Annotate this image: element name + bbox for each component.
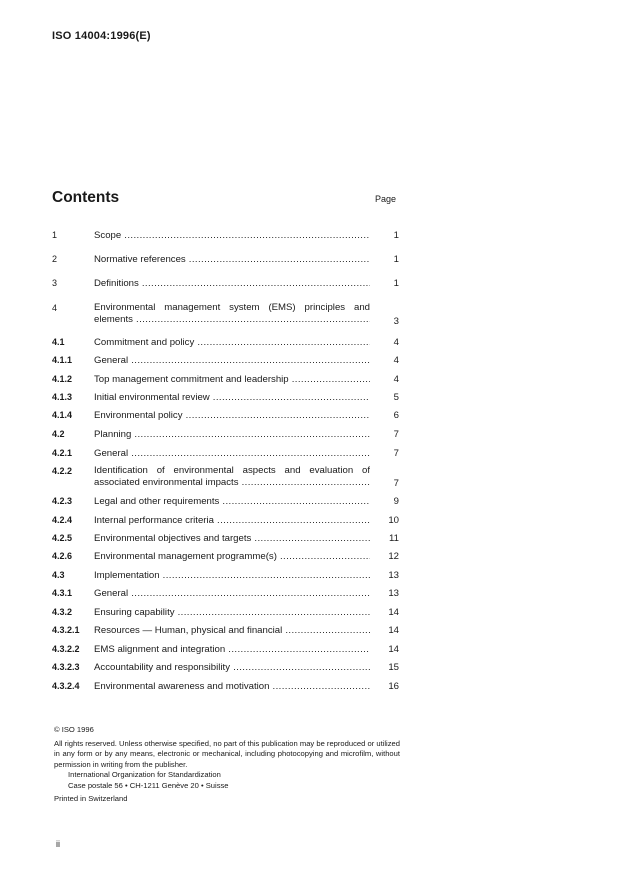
toc-entry-number: 4.1.1 bbox=[52, 355, 73, 365]
toc-entry-title-line1: Environmental management system (EMS) principles and bbox=[94, 302, 370, 313]
toc-entry-page: 1 bbox=[393, 230, 399, 241]
leader-dots bbox=[282, 625, 370, 636]
toc-entry-title: Environmental objectives and targets bbox=[94, 533, 252, 544]
toc-entry-title: Environmental awareness and motivation bbox=[94, 681, 270, 692]
toc-entry-number: 4.3.1 bbox=[52, 588, 73, 598]
toc-entry-page: 14 bbox=[388, 644, 399, 655]
leader-dots bbox=[251, 533, 370, 544]
toc-entry-page: 14 bbox=[388, 625, 399, 636]
toc-entry-title: Implementation bbox=[94, 570, 160, 581]
toc-entry-page: 3 bbox=[393, 316, 399, 327]
leader-dots bbox=[186, 254, 370, 265]
page-column-label: Page bbox=[375, 194, 397, 204]
leader-dots bbox=[194, 337, 370, 348]
toc-entry-page: 4 bbox=[393, 374, 399, 385]
document-header: ISO 14004:1996(E) bbox=[52, 30, 151, 42]
toc-entry-title-line2: elements bbox=[94, 314, 133, 325]
leader-dots bbox=[160, 570, 370, 581]
toc-entry-number: 4.3.2.4 bbox=[52, 681, 80, 691]
toc-entry-page: 4 bbox=[393, 337, 399, 348]
toc-entry-page: 11 bbox=[389, 533, 399, 544]
toc-entry-page: 9 bbox=[393, 496, 399, 507]
leader-dots bbox=[239, 477, 370, 488]
toc-entry-number: 4.1 bbox=[52, 337, 65, 347]
copyright-line: © ISO 1996 bbox=[54, 725, 94, 734]
leader-dots bbox=[219, 496, 370, 507]
leader-dots bbox=[269, 681, 370, 692]
toc-entry-title: Environmental management programme(s) bbox=[94, 551, 277, 562]
toc-entry-number: 4.3.2.3 bbox=[52, 662, 80, 672]
contents-heading: Contents bbox=[52, 189, 120, 206]
toc-entry-number: 4.1.2 bbox=[52, 374, 73, 384]
toc-entry-title: Legal and other requirements bbox=[94, 496, 220, 507]
toc-entry-title: Scope bbox=[94, 230, 122, 241]
toc-entry-number: 1 bbox=[52, 230, 58, 240]
toc-entry-page: 7 bbox=[393, 478, 399, 489]
toc-entry-page: 7 bbox=[393, 429, 399, 440]
toc-entry-title: General bbox=[94, 448, 129, 459]
toc-entry-page: 1 bbox=[393, 254, 399, 265]
toc-entry-title: Planning bbox=[94, 429, 132, 440]
toc-entry-title-line2: associated environmental impacts bbox=[94, 477, 239, 488]
toc-entry-title-line1: Identification of environmental aspects and evaluation of bbox=[94, 465, 370, 476]
leader-dots bbox=[183, 410, 370, 421]
toc-entry-title: EMS alignment and integration bbox=[94, 644, 226, 655]
toc-entry-number: 4.3 bbox=[52, 570, 65, 580]
toc-entry-title: Normative references bbox=[94, 254, 186, 265]
org-name: International Organization for Standardization bbox=[68, 770, 221, 779]
leader-dots bbox=[175, 607, 370, 618]
toc-entry-page: 6 bbox=[393, 410, 399, 421]
copyright-block bbox=[54, 725, 404, 805]
leader-dots bbox=[277, 551, 370, 562]
toc-entry-number: 4.2.6 bbox=[52, 551, 73, 561]
toc-entry-page: 5 bbox=[393, 392, 399, 403]
toc-entry-page: 4 bbox=[393, 355, 399, 366]
toc-entry-page: 13 bbox=[388, 588, 399, 599]
toc-entry-title: Ensuring capability bbox=[94, 607, 175, 618]
toc-entry-title: Initial environmental review bbox=[94, 392, 210, 403]
toc-entry-page: 7 bbox=[393, 448, 399, 459]
org-address: Case postale 56 • CH-1211 Genève 20 • Suisse bbox=[68, 780, 229, 790]
leader-dots bbox=[139, 278, 370, 289]
toc-entry-number: 4.1.3 bbox=[52, 392, 73, 402]
toc-entry-number: 4.3.2.1 bbox=[52, 625, 80, 635]
toc-entry-title: Accountability and responsibility bbox=[94, 662, 230, 673]
toc-entry-page: 1 bbox=[393, 278, 399, 289]
toc-entry-page: 14 bbox=[388, 607, 399, 618]
toc-entry-title: General bbox=[94, 588, 129, 599]
leader-dots bbox=[128, 355, 370, 366]
toc-entry-page: 16 bbox=[388, 681, 399, 692]
page-number: ii bbox=[56, 839, 60, 849]
toc-entry-number: 4.3.2 bbox=[52, 607, 73, 617]
leader-dots bbox=[128, 588, 370, 599]
toc-entry-number: 4.2 bbox=[52, 429, 65, 439]
leader-dots bbox=[210, 392, 370, 403]
toc-entry-page: 13 bbox=[388, 570, 399, 581]
toc-entry-number: 4.2.1 bbox=[52, 448, 73, 458]
toc-entry-number: 3 bbox=[52, 278, 58, 288]
toc-entry-number: 4.1.4 bbox=[52, 410, 73, 420]
leader-dots bbox=[225, 644, 370, 655]
toc-entry-page: 10 bbox=[388, 515, 399, 526]
printed-in: Printed in Switzerland bbox=[54, 794, 128, 803]
leader-dots bbox=[230, 662, 370, 673]
toc-entry-title: General bbox=[94, 355, 129, 366]
leader-dots bbox=[133, 314, 370, 325]
toc-entry-title: Commitment and policy bbox=[94, 337, 195, 348]
toc-entry-page: 12 bbox=[388, 551, 399, 562]
leader-dots bbox=[214, 515, 370, 526]
toc-entry-number: 4.2.2 bbox=[52, 466, 73, 476]
toc-entry-title: Resources — Human, physical and financial bbox=[94, 625, 283, 636]
toc-entry-number: 4.2.4 bbox=[52, 515, 73, 525]
toc-entry-title: Definitions bbox=[94, 278, 139, 289]
toc-entry-number: 4.2.5 bbox=[52, 533, 73, 543]
toc-entry-title: Top management commitment and leadership bbox=[94, 374, 289, 385]
leader-dots bbox=[289, 374, 370, 385]
toc-entry-number: 4.2.3 bbox=[52, 496, 73, 506]
leader-dots bbox=[131, 429, 370, 440]
toc-entry-title: Environmental policy bbox=[94, 410, 183, 421]
toc-entry-page: 15 bbox=[388, 662, 399, 673]
leader-dots bbox=[128, 448, 370, 459]
toc-entry-number: 4 bbox=[52, 303, 58, 313]
rights-statement: All rights reserved. Unless otherwise specified, no part of this publication may be reproduced or utilized in any form or by any means, electronic or mechanical, including photocopying and microfilm, without permission in writing from the publisher. bbox=[54, 738, 400, 769]
toc-entry-title: Internal performance criteria bbox=[94, 515, 214, 526]
toc-entry-number: 2 bbox=[52, 254, 58, 264]
toc-entry-number: 4.3.2.2 bbox=[52, 644, 80, 654]
leader-dots bbox=[121, 230, 370, 241]
